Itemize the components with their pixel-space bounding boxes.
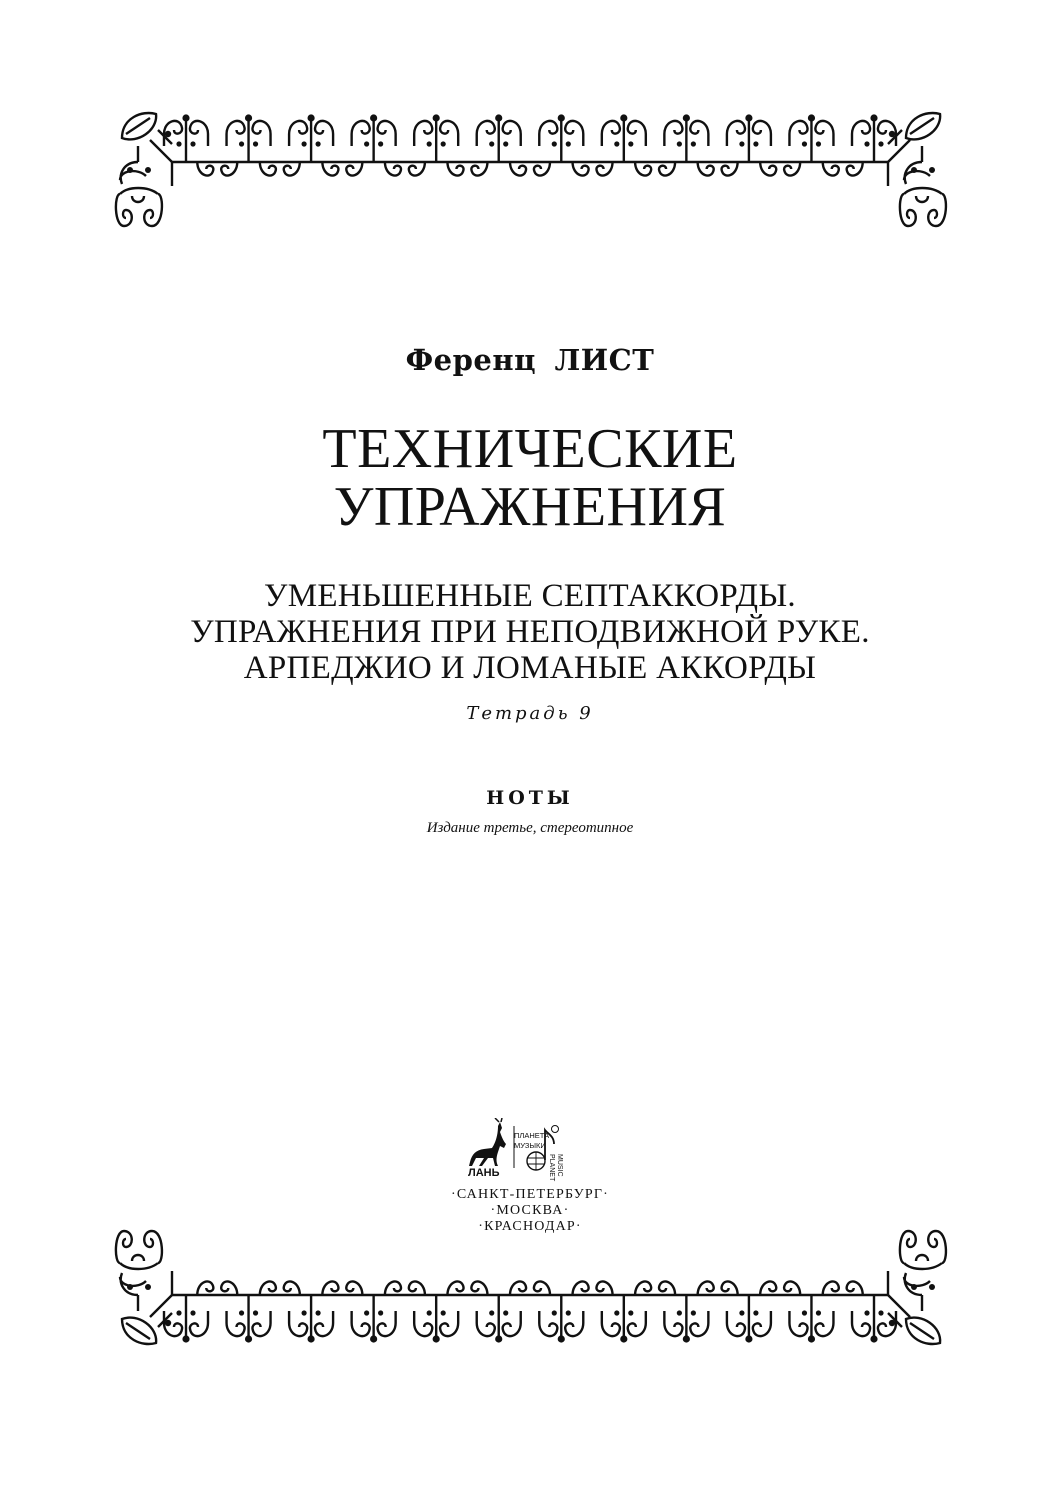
logo-planet-en-text: PLANET xyxy=(548,1154,555,1182)
city-saint-petersburg: ·САНКТ-ПЕТЕРБУРГ· xyxy=(450,1187,610,1202)
edition-note: Издание третье, стереотипное xyxy=(426,820,634,836)
logo-planet-text-1: ПЛАНЕТА xyxy=(514,1131,550,1140)
title-line-2: УПРАЖНЕНИЯ xyxy=(333,476,727,538)
author-name: Ференц ЛИСТ xyxy=(405,343,655,377)
publisher-cities xyxy=(0,1187,1060,1235)
book-title xyxy=(0,420,1060,536)
logo-planet-text-2: МУЗЫКИ xyxy=(514,1141,546,1150)
subtitle-line-3: АРПЕДЖИО И ЛОМАНЫЕ АККОРДЫ xyxy=(243,650,817,686)
logo-lan-text: ЛАНЬ xyxy=(468,1167,500,1179)
ornament-motif xyxy=(852,114,896,162)
doe-icon xyxy=(469,1118,506,1166)
subtitle-line-2: УПРАЖНЕНИЯ ПРИ НЕПОДВИЖНОЙ РУКЕ. xyxy=(190,614,870,650)
city-krasnodar: ·КРАСНОДАР· xyxy=(478,1219,582,1234)
title-line-1: ТЕХНИЧЕСКИЕ xyxy=(322,418,738,480)
ornament-motif xyxy=(852,1295,896,1343)
book-subtitle xyxy=(0,578,1060,686)
registered-icon xyxy=(552,1126,559,1133)
publisher-logo xyxy=(462,1118,602,1184)
bottom-ornament-border xyxy=(100,1222,960,1357)
notes-label: НОТЫ xyxy=(486,787,574,809)
top-ornament-border xyxy=(100,100,960,235)
city-moscow: ·МОСКВА· xyxy=(490,1203,570,1218)
logo-music-text: MUSIC xyxy=(556,1154,563,1177)
volume-number: Тетрадь 9 xyxy=(466,703,594,724)
subtitle-line-1: УМЕНЬШЕННЫЕ СЕПТАККОРДЫ. xyxy=(264,578,796,614)
